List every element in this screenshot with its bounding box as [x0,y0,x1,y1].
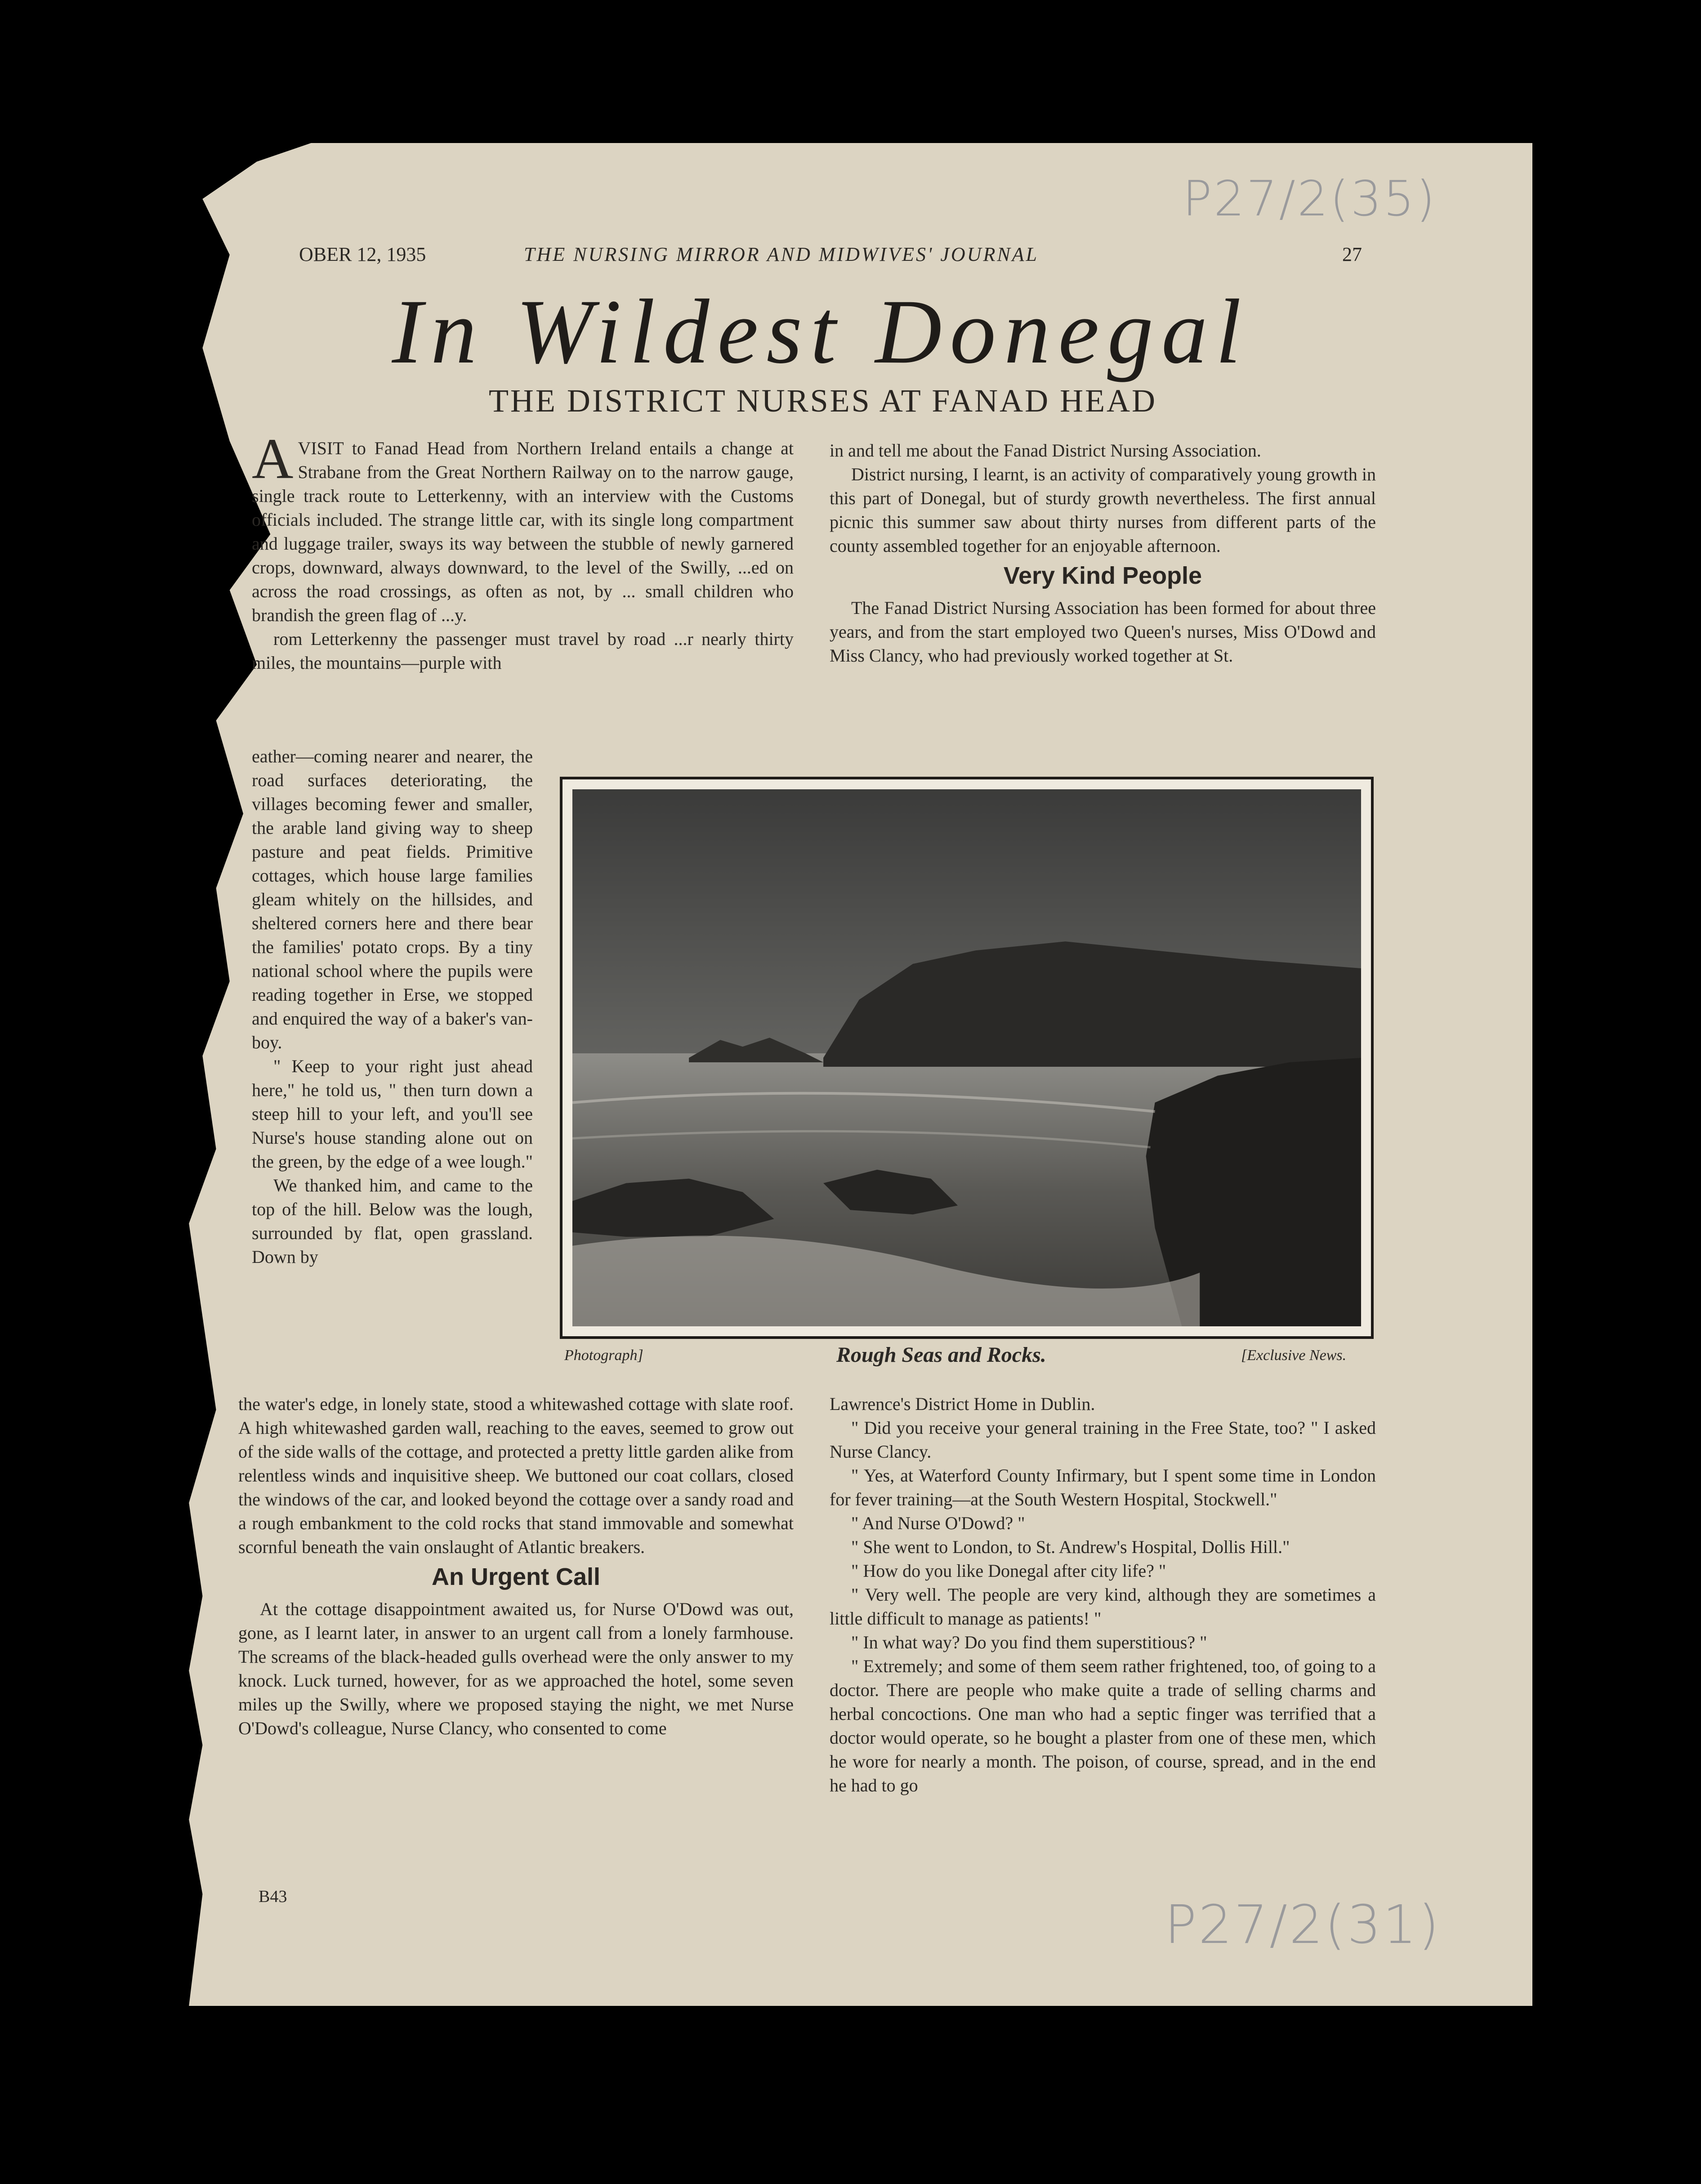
photograph [560,777,1374,1339]
paragraph: At the cottage disappointment awaited us, for Nurse O'Dowd was out, gone, as I learnt later, in answer to an urgent call from a lonely farmhouse. The screams of the black-headed gulls overhead were the only answer to my knock. Luck turned, however, for as we approached the hotel, some seven miles up the Swilly, where we proposed staying the night, we met Nurse O'Dowd's colleague, Nurse Clancy, who consented to come [238,1599,794,1738]
paragraph: " Very well. The people are very kind, although they are sometimes a little difficult to manage as patients! " [830,1584,1376,1629]
paragraph: " In what way? Do you find them superstitious? " [851,1632,1207,1652]
photo-caption: Rough Seas and Rocks. [836,1343,1046,1367]
paragraph: in and tell me about the Fanad District Nursing Association. [830,440,1261,461]
handwritten-annotation-bottom: P27/2(31) [1165,1893,1441,1956]
paragraph: " Extremely; and some of them seem rather frightened, too, of going to a doctor. There are people who make quite a trade of selling charms and herbal concoctions. One man who had a septic finger was terrified that a doctor would operate, so he bought a plaster from one of these men, which he wore for nearly a month. The poison, of course, spread, and in the end he had to go [830,1656,1376,1795]
paragraph: the water's edge, in lonely state, stood a whitewashed cottage with slate roof. A high whitewashed garden wall, reaching to the eaves, seemed to grow out of the side walls of the cottage, and protected a pretty little garden alike from relentless winds and inquisitive sheep. We buttoned our coat collars, closed the windows of the car, and looked beyond the cottage over a sandy road and a rough embankment to the cold rocks that stand immovable and somewhat scornful beneath the vain onslaught of Atlantic breakers. [238,1394,794,1557]
paragraph: " She went to London, to St. Andrew's Hospital, Dollis Hill." [851,1537,1290,1557]
paragraph: " Keep to your right just ahead here," he told us, " then turn down a steep hill to your left, and you'll see Nurse's house standing alone out on the green, by the edge of a wee lough." [252,1056,533,1172]
paragraph: " And Nurse O'Dowd? " [851,1513,1025,1533]
paragraph: We thanked him, and came to the top of the hill. Below was the lough, surrounded by flat, open grassland. Down by [252,1175,533,1267]
handwritten-annotation-top: P27/2(35) [1183,171,1437,227]
paragraph: District nursing, I learnt, is an activity of comparatively young growth in this part of Donegal, but of sturdy growth nevertheless. The first annual picnic this summer saw about thirty nurses from different parts of the county assembled together for an enjoyable afternoon. [830,464,1376,556]
paragraph: AVISIT to Fanad Head from Northern Ireland entails a change at Strabane from the Great Northern Railway on to the narrow gauge, single track route to Letterkenny, with an interview with the Customs officials included. The strange little car, with its single long compartment and luggage trailer, sways its way between the stubble of newly garnered crops, downward, always downward, to the level of the Swilly, ...ed on across the road crossings, as often as not, by ... small children who brandish the green flag of ...y. [252,427,794,625]
paragraph: " How do you like Donegal after city life? " [851,1561,1166,1581]
paragraph: eather—coming nearer and nearer, the road surfaces deteriorating, the villages becoming fewer and smaller, the arable land giving way to sheep pasture and peat fields. Primitive cottages, which house large families gleam whitely on the hillsides, and sheltered corners here and there bear the families' potato crops. By a tiny national school where the pupils were reading together in Erse, we stopped and enquired the way of a baker's van-boy. [252,746,533,1052]
column-right-bottom [830,1392,1376,1797]
article-title: In Wildest Donegal [392,281,1250,383]
section-heading: An Urgent Call [431,1563,601,1590]
paragraph: " Did you receive your general training in the Free State, too? " I asked Nurse Clancy. [830,1418,1376,1462]
paragraph: " Yes, at Waterford County Infirmary, but I spent some time in London for fever training—at the South Western Hospital, Stockwell." [830,1465,1376,1509]
photo-credit-right: [Exclusive News. [1241,1347,1347,1364]
section-heading: Very Kind People [1003,562,1202,589]
paragraph: rom Letterkenny the passenger must travel by road ...r nearly thirty miles, the mountains—purple with [252,629,794,673]
paragraph: Lawrence's District Home in Dublin. [830,1394,1095,1414]
column-left-narrow [252,744,533,1269]
drop-cap: A [252,427,294,491]
paragraph: The Fanad District Nursing Association has been formed for about three years, and from the start employed two Queen's nurses, Miss O'Dowd and Miss Clancy, who had previously worked together at St. [830,598,1376,666]
column-left-top [252,427,794,675]
header-journal-title: THE NURSING MIRROR AND MIDWIVES' JOURNAL [524,243,1039,265]
rough-seas-photo [572,789,1361,1326]
column-right-top [830,439,1376,667]
column-left-bottom [238,1392,794,1740]
header-date: OBER 12, 1935 [299,243,426,265]
header-page-number: 27 [1342,243,1362,265]
footer-code: B43 [259,1887,287,1906]
article-subtitle: THE DISTRICT NURSES AT FANAD HEAD [488,383,1157,419]
photo-credit-left: Photograph] [564,1347,643,1364]
